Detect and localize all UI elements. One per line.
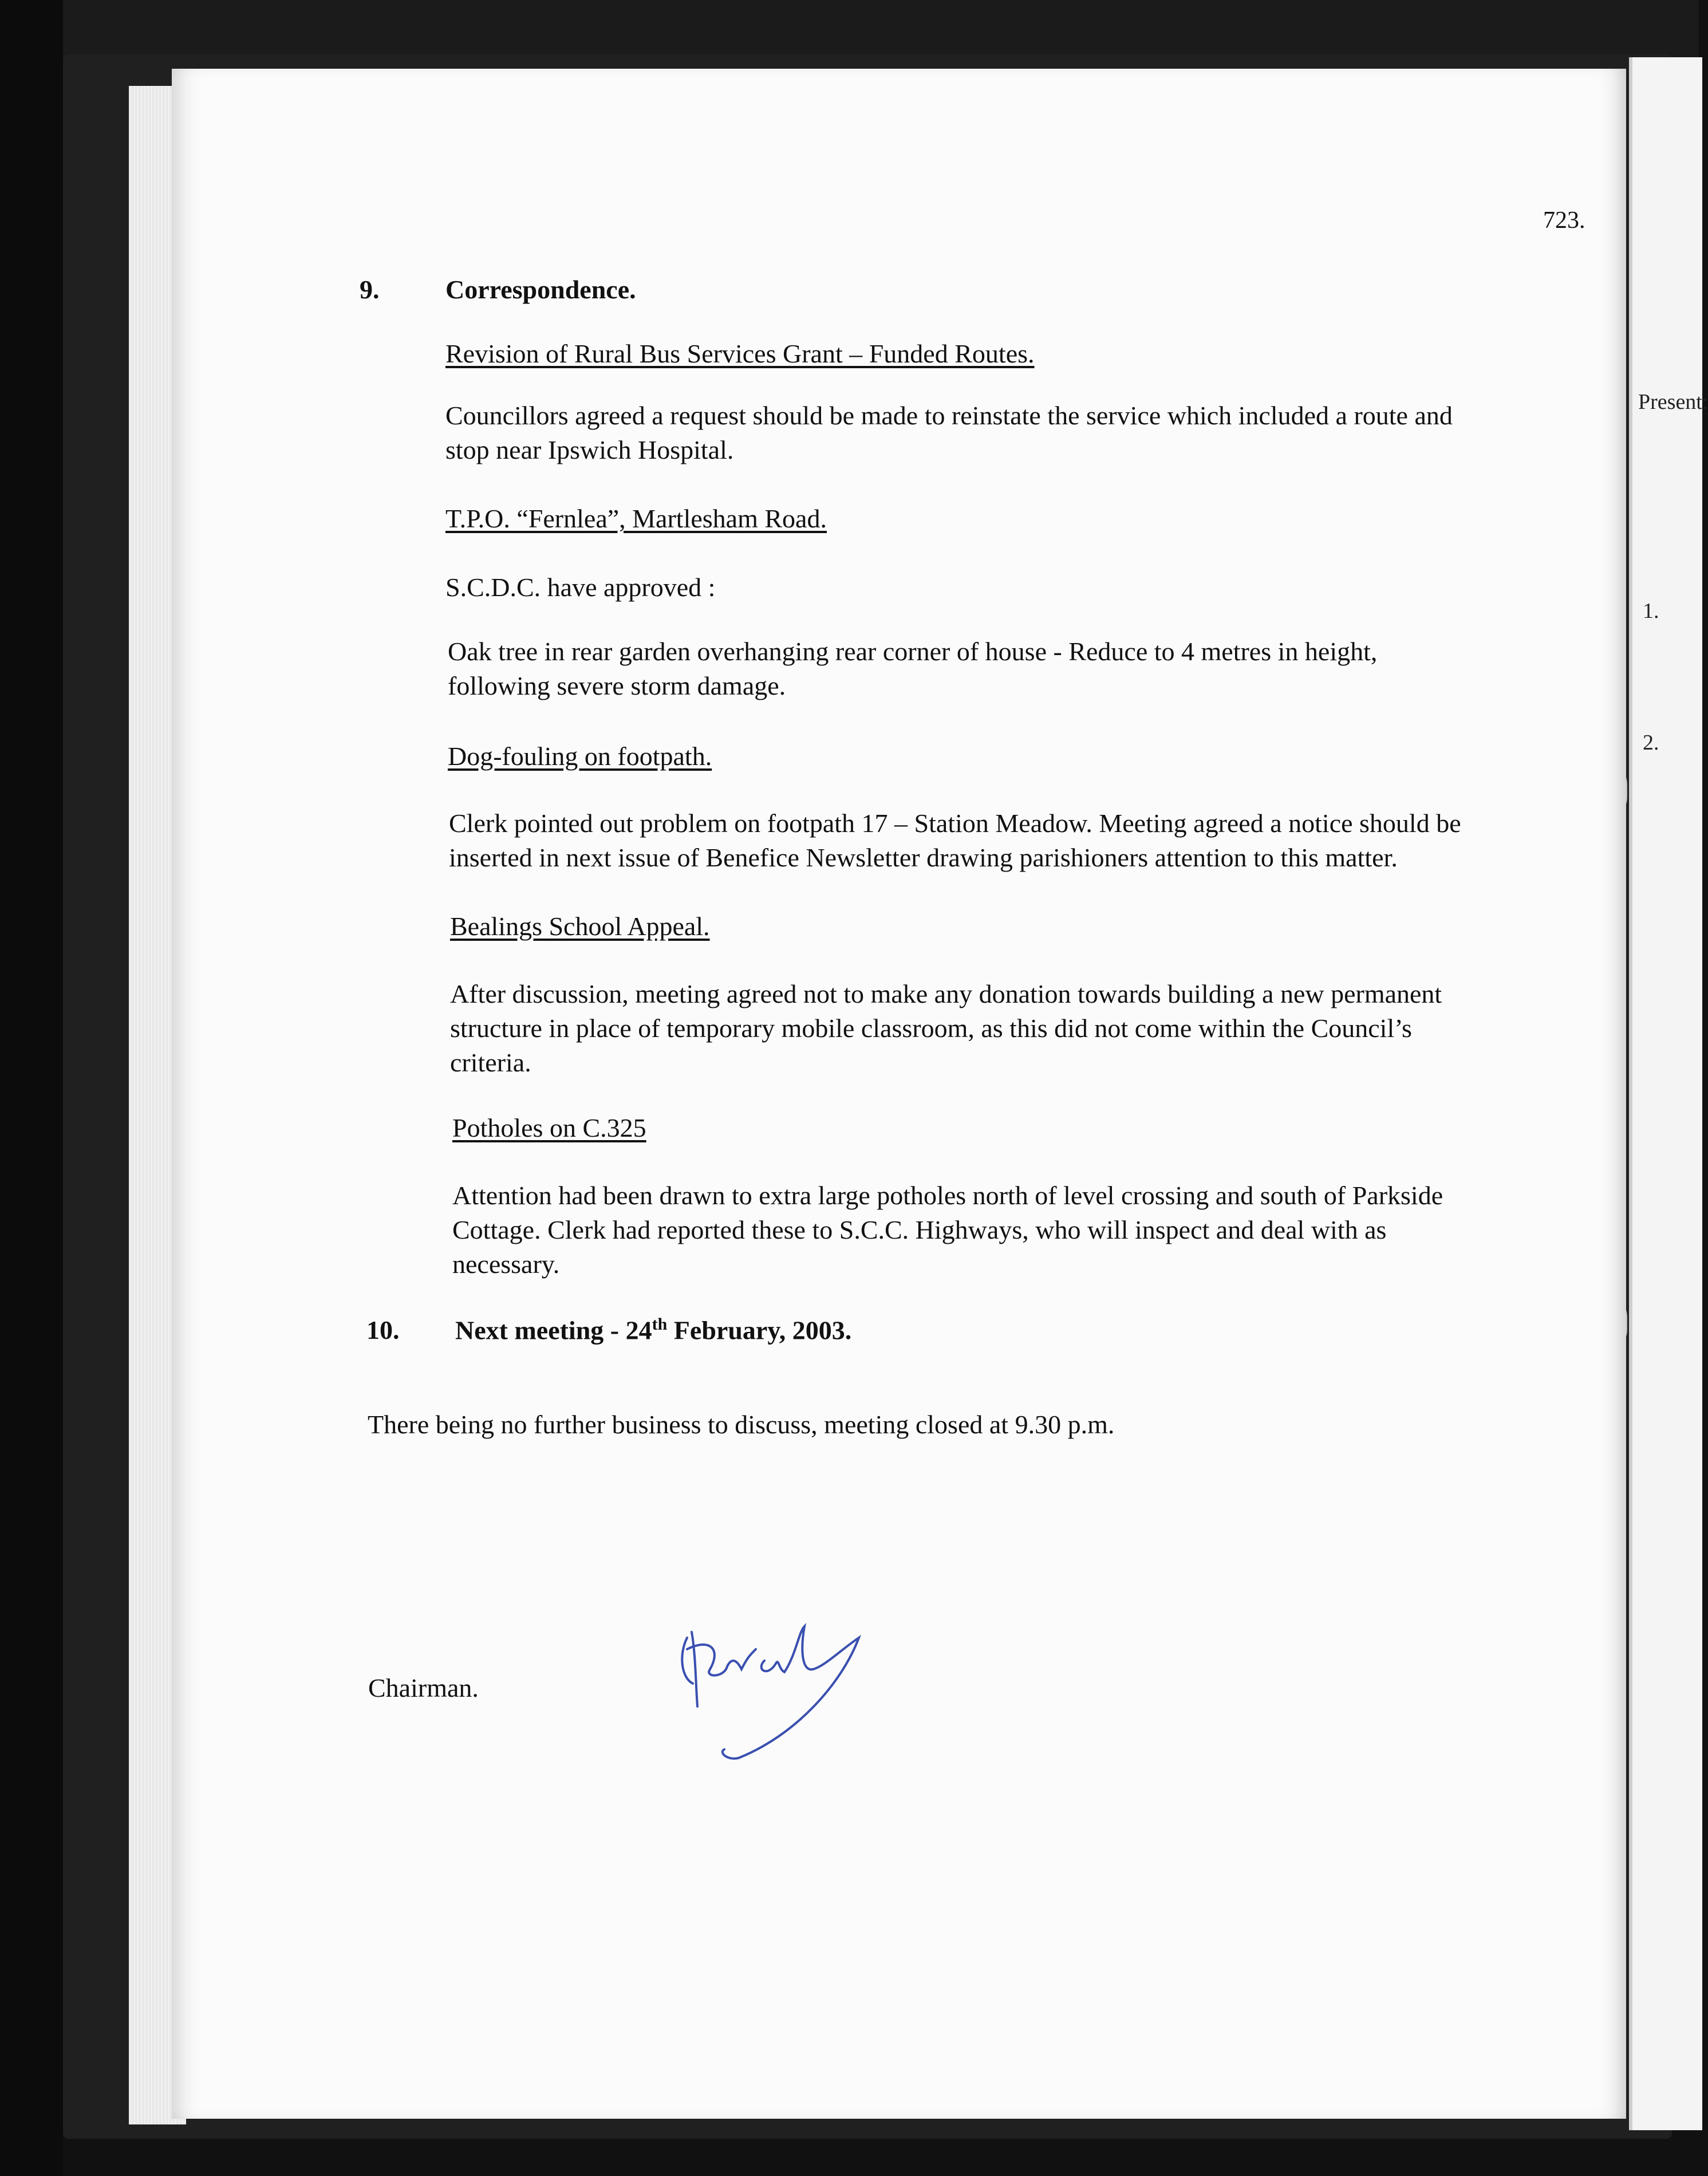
chairman-signature	[670, 1615, 887, 1781]
item-potholes-line: Cottage. Clerk had reported these to S.C.C. Highways, who will inspect and deal with as	[452, 1215, 1387, 1244]
item-dog-line: inserted in next issue of Benefice Newsletter drawing parishioners attention to this matter.	[449, 843, 1398, 872]
item-school-title: Bealings School Appeal.	[450, 912, 710, 941]
page-number: 723.	[1543, 207, 1585, 234]
section-9-number: 9.	[360, 275, 380, 304]
item-tpo-line: S.C.D.C. have approved :	[445, 573, 716, 602]
binder-top-edge	[0, 0, 1699, 63]
signature-role: Chairman.	[368, 1673, 479, 1702]
adjacent-item-2: 2.	[1643, 731, 1659, 755]
adjacent-item-1: 1.	[1643, 599, 1659, 623]
adjacent-page	[1629, 57, 1708, 2130]
item-school-line: structure in place of temporary mobile classroom, as this did not come within the Council’s	[450, 1014, 1412, 1043]
section-9-heading: Correspondence.	[445, 275, 636, 304]
item-school-line: After discussion, meeting agreed not to make any donation towards building a new permanent	[450, 979, 1442, 1008]
item-tpo-detail: Oak tree in rear garden overhanging rear corner of house - Reduce to 4 metres in height,	[448, 637, 1378, 666]
item-potholes-line: necessary.	[452, 1249, 560, 1279]
binder-left-edge	[0, 0, 63, 2176]
item-school-line: criteria.	[450, 1048, 531, 1077]
closing-statement: There being no further business to discuss, meeting closed at 9.30 p.m.	[368, 1410, 1115, 1439]
section-10-heading: Next meeting - 24th February, 2003.	[455, 1315, 852, 1345]
item-bus-title: Revision of Rural Bus Services Grant – Funded Routes.	[445, 339, 1035, 368]
item-potholes-title: Potholes on C.325	[452, 1113, 646, 1142]
item-potholes-line: Attention had been drawn to extra large potholes north of level crossing and south of Parkside	[452, 1181, 1443, 1210]
item-dog-line: Clerk pointed out problem on footpath 17 – Station Meadow. Meeting agreed a notice should be	[449, 809, 1461, 838]
adjacent-present-label: Present:	[1638, 390, 1708, 414]
item-dog-title: Dog-fouling on footpath.	[448, 742, 712, 771]
document-page	[172, 69, 1626, 2119]
item-bus-line: Councillors agreed a request should be made to reinstate the service which included a route and	[445, 401, 1453, 430]
item-tpo-detail: following severe storm damage.	[448, 671, 786, 700]
item-tpo-title: T.P.O. “Fernlea”, Martlesham Road.	[445, 504, 827, 533]
section-10-number: 10.	[366, 1315, 400, 1345]
item-bus-line: stop near Ipswich Hospital.	[445, 435, 734, 464]
